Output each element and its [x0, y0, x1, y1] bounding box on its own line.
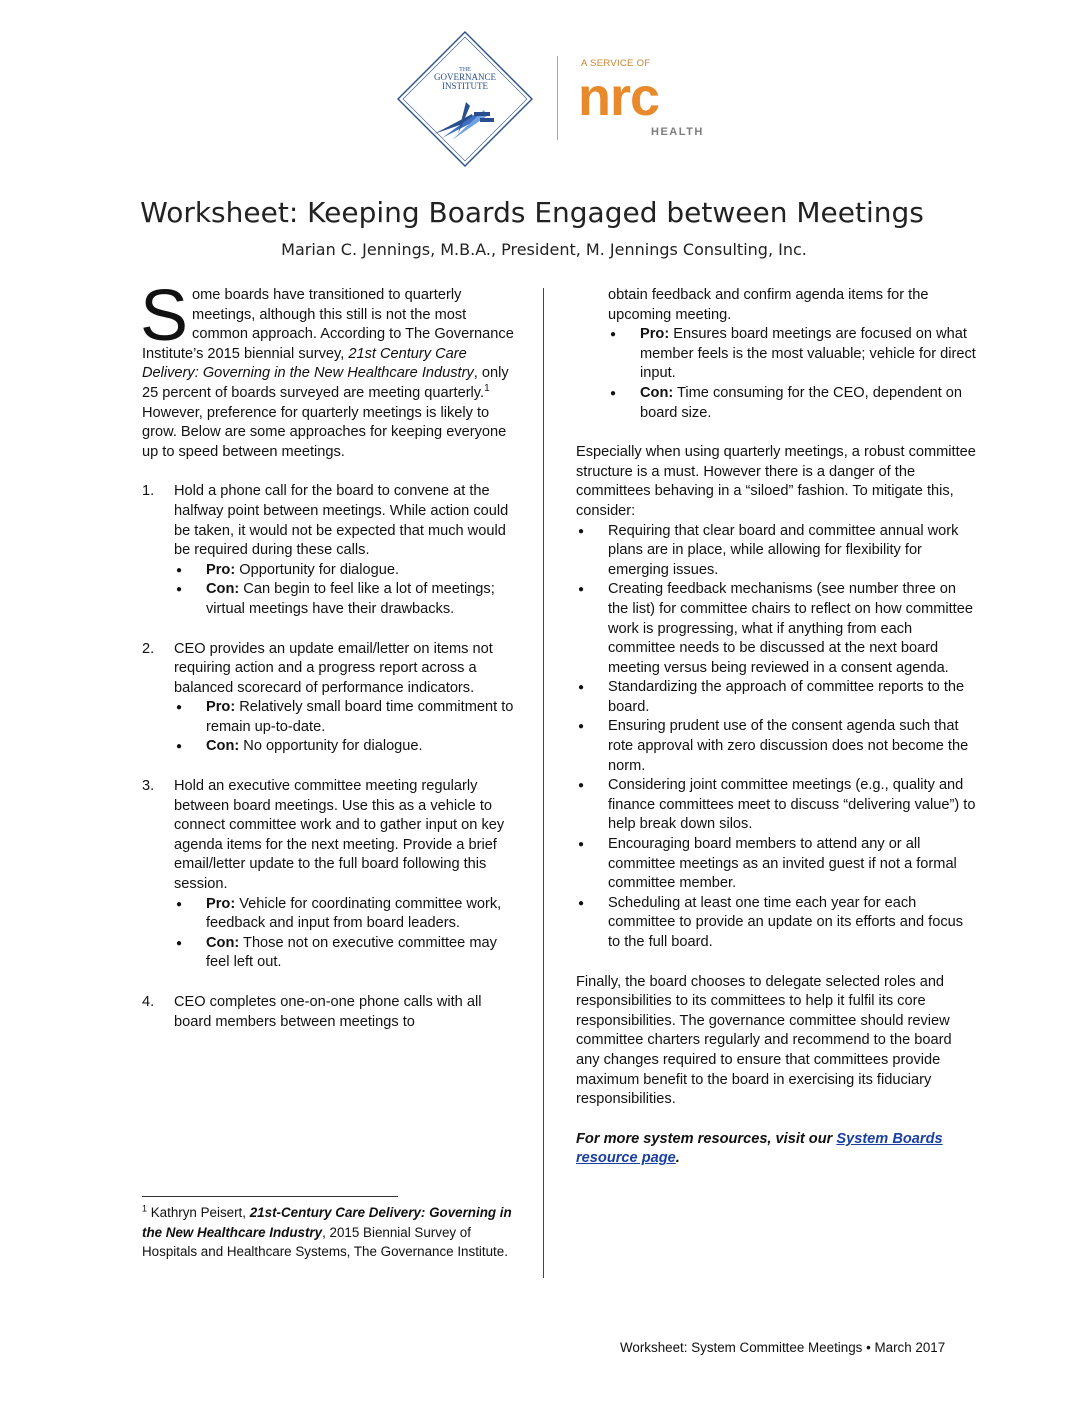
pro-label: Pro:	[206, 699, 236, 716]
left-column	[140, 276, 522, 1052]
approach-item-4	[142, 993, 522, 1032]
document-author: Marian C. Jennings, M.B.A., President, M. Jennings Consulting, Inc.	[281, 240, 807, 259]
bullet-icon: ●	[610, 387, 617, 399]
committee-bullet-text: Creating feedback mechanisms (see number three on the list) for committee chairs to reflect on how committee work is progressing, what if anything from each committee needs to be discussed at the next board meeting versus being reviewed in a consent agenda.	[608, 581, 973, 676]
nrc-health-text: HEALTH	[651, 126, 704, 138]
item-number: 4.	[142, 994, 155, 1010]
approach-item-1	[142, 482, 522, 619]
committee-bullet	[576, 717, 976, 776]
pro-text: Relatively small board time commitment to remain up-to-date.	[206, 699, 514, 735]
logo-line-2: GOVERNANCE	[434, 72, 496, 82]
committee-bullet	[576, 776, 976, 835]
logo-swoosh-icon	[434, 102, 494, 140]
item-text: CEO completes one-on-one phone calls with all board members between meetings to	[174, 994, 482, 1030]
bullet-icon: ●	[578, 721, 585, 733]
con-text: Can begin to feel like a lot of meetings; virtual meetings have their drawbacks.	[206, 581, 495, 617]
bullet-icon: ●	[176, 702, 183, 714]
pro-label: Pro:	[206, 561, 236, 578]
pro-text: Opportunity for dialogue.	[235, 561, 400, 578]
footnote-number: 1	[142, 1203, 148, 1214]
drop-cap: S	[140, 276, 189, 356]
con-bullet	[174, 934, 522, 973]
committee-bullet-text: Requiring that clear board and committee annual work plans are in place, while allowing for flexibility for emerging issues.	[608, 522, 959, 578]
committee-bullet-list	[576, 522, 976, 953]
bullet-icon: ●	[176, 584, 183, 596]
logo-divider	[557, 56, 558, 140]
final-paragraph: Finally, the board chooses to delegate selected roles and responsibilities to its committees to help it fulfil its core responsibilities. The governance committee should review committee charters regularly and recommend to the board any changes required to ensure that committees provide maximum benefit to the board in exercising its fiduciary responsibilities.	[576, 973, 952, 1108]
con-bullet	[174, 737, 522, 757]
bullet-icon: ●	[176, 898, 183, 910]
item-text: Hold an executive committee meeting regularly between board meetings. Use this as a vehicle to connect committee work and to gather input on key agenda items for the next meeting. Provide a brief email/letter update to the full board following this session.	[174, 778, 505, 893]
committee-bullet	[576, 835, 976, 894]
resources-line	[576, 1130, 976, 1169]
nrc-logo-text: nrc	[578, 67, 660, 127]
pro-text: Vehicle for coordinating committee work, feedback and input from board leaders.	[206, 895, 502, 932]
page-header	[0, 0, 1088, 190]
pro-text: Ensures board meetings are focused on what member feels is the most valuable; vehicle for direct input.	[640, 326, 976, 382]
con-text: Time consuming for the CEO, dependent on board size.	[640, 384, 963, 421]
con-text: Those not on executive committee may feel left out.	[206, 934, 497, 971]
pro-bullet	[174, 698, 522, 737]
resources-prefix: For more system resources, visit our	[576, 1130, 837, 1147]
approach-item-2	[142, 640, 522, 758]
pro-bullet	[608, 325, 976, 384]
intro-text-1: ome boards have transitioned to quarterly meetings, although this still is not the most common approach. According to The Governance Institute’s 2015 biennial survey,	[142, 287, 514, 362]
item-number: 3.	[142, 778, 155, 795]
committee-bullet-text: Encouraging board members to attend any or all committee meetings as an invited guest if not a formal committee member.	[608, 836, 957, 892]
con-bullet	[174, 580, 522, 619]
resources-suffix: .	[675, 1150, 680, 1167]
bullet-icon: ●	[176, 564, 183, 576]
pro-label: Pro:	[206, 895, 236, 912]
approach-item-3	[142, 777, 522, 973]
con-label: Con:	[206, 934, 240, 951]
logo-line-3: INSTITUTE	[442, 81, 488, 91]
bullet-icon: ●	[610, 329, 617, 341]
bullet-icon: ●	[578, 682, 585, 694]
page-footer: Worksheet: System Committee Meetings • March 2017	[620, 1340, 946, 1355]
committee-bullet	[576, 522, 976, 581]
committee-bullet-text: Ensuring prudent use of the consent agenda such that rote approval with zero discussion does not become the norm.	[608, 718, 969, 774]
intro-paragraph	[140, 276, 522, 462]
item-4-bullets	[576, 325, 976, 423]
committee-bullet	[576, 678, 976, 717]
right-column	[576, 286, 976, 1169]
con-bullet	[608, 384, 976, 423]
item-4-continued: obtain feedback and confirm agenda items for the upcoming meeting.	[608, 287, 929, 323]
con-label: Con:	[206, 581, 240, 598]
bullet-icon: ●	[578, 525, 585, 537]
bullet-icon: ●	[176, 937, 183, 949]
footnote-rest: , 2015 Biennial Survey of Hospitals and Healthcare Systems, The Governance Institute.	[142, 1224, 508, 1259]
pro-bullet	[174, 561, 522, 581]
item-text: CEO provides an update email/letter on items not requiring action and a progress report across a balanced scorecard of performance indicators.	[174, 640, 493, 696]
bullet-icon: ●	[578, 839, 585, 851]
item-number: 1.	[142, 483, 155, 500]
committee-bullet-text: Standardizing the approach of committee reports to the board.	[608, 679, 965, 715]
bullet-icon: ●	[578, 780, 585, 792]
footnote-title: 21st-Century Care Delivery: Governing in the New Healthcare Industry	[142, 1205, 512, 1240]
survey-title: 21st Century Care Delivery: Governing in the New Healthcare Industry	[142, 345, 474, 382]
intro-text-2: , only 25 percent of boards surveyed are meeting quarterly.	[142, 365, 509, 401]
pro-label: Pro:	[640, 326, 670, 343]
committee-bullet-text: Scheduling at least one time each year for each committee to provide an update on its efforts and focus to the full board.	[608, 894, 964, 950]
bullet-icon: ●	[176, 741, 183, 753]
column-divider	[543, 288, 544, 1278]
con-label: Con:	[640, 384, 674, 401]
item-text: Hold a phone call for the board to convene at the halfway point between meetings. While action could be taken, it would not be expected that much would be required during these calls.	[174, 483, 509, 559]
committee-bullet	[576, 580, 976, 678]
committee-bullet-text: Considering joint committee meetings (e.g., quality and finance committees meet to discuss “delivering value”) to help break down silos.	[608, 777, 976, 833]
document-title: Worksheet: Keeping Boards Engaged between Meetings	[140, 196, 924, 229]
governance-institute-logo	[396, 30, 534, 168]
footnote-author: Kathryn Peisert,	[147, 1205, 250, 1220]
pro-bullet	[174, 895, 522, 934]
con-text: No opportunity for dialogue.	[239, 738, 423, 755]
footnote-ref[interactable]: 1	[484, 383, 490, 395]
committee-intro: Especially when using quarterly meetings, a robust committee structure is a must. However there is a danger of the committees behaving in a “siloed” fashion. To mitigate this, consider:	[576, 444, 976, 519]
footnote	[142, 1203, 512, 1262]
system-boards-resource-link[interactable]: System Boards resource page	[576, 1130, 943, 1167]
committee-bullet	[576, 894, 976, 953]
service-of-label: A SERVICE OF	[581, 58, 651, 69]
footnote-rule	[142, 1196, 398, 1197]
con-label: Con:	[206, 738, 240, 755]
intro-text-3: However, preference for quarterly meetings is likely to grow. Below are some approaches for keeping everyone up to speed between meetings.	[142, 404, 507, 460]
item-number: 2.	[142, 640, 155, 657]
bullet-icon: ●	[578, 897, 585, 909]
logo-line-1: THE	[459, 67, 471, 73]
bullet-icon: ●	[578, 584, 585, 596]
